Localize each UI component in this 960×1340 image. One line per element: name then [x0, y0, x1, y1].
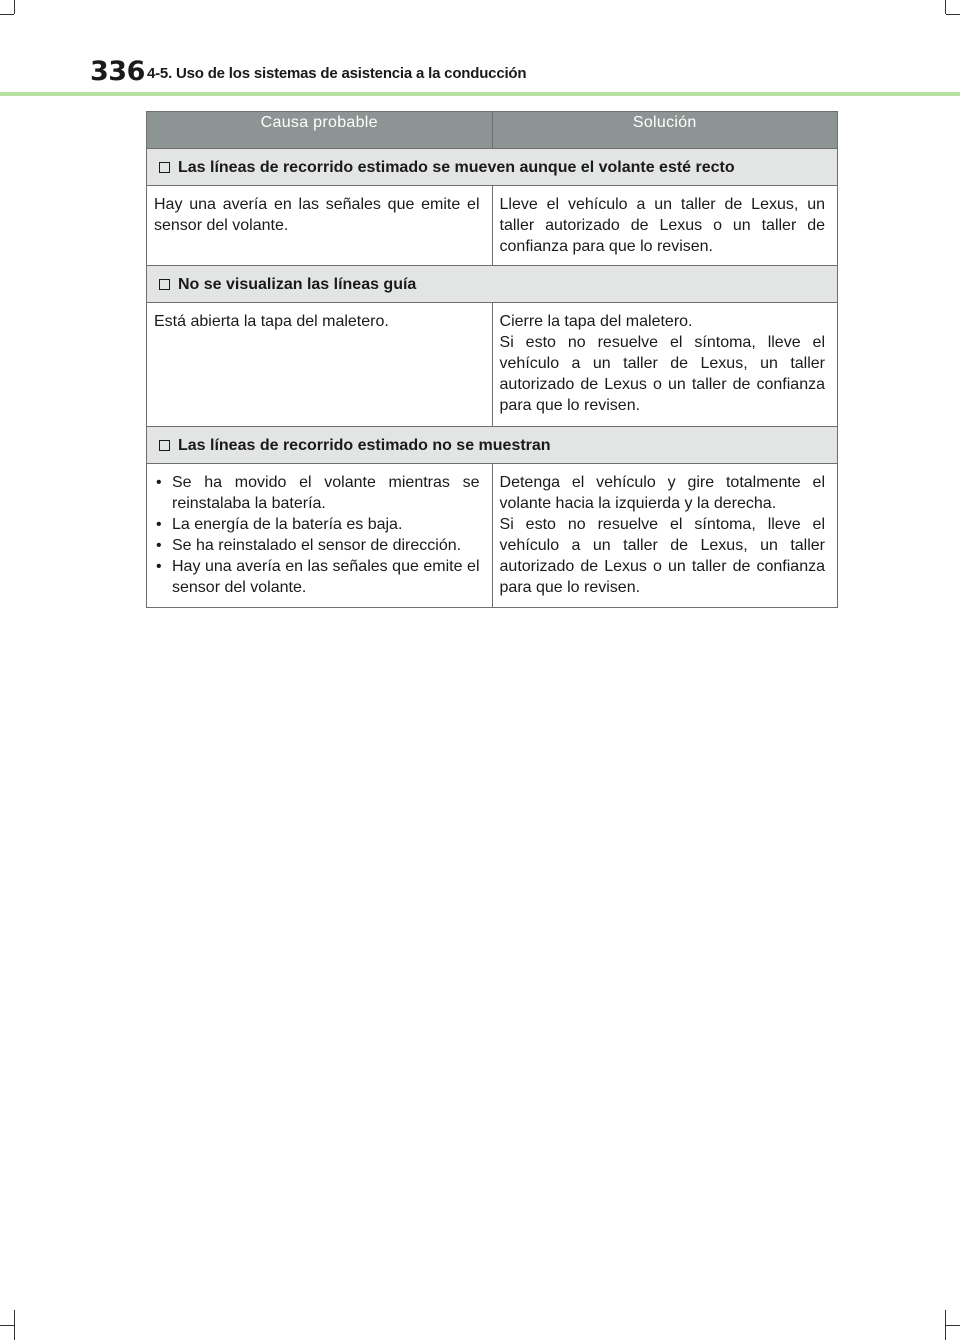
section-heading-row — [147, 149, 838, 186]
section-heading-text: Las líneas de recorrido estimado se mueven aunque el volante esté recto — [178, 158, 735, 176]
section-heading — [147, 427, 838, 464]
solution-text: Cierre la tapa del maletero. — [499, 313, 693, 330]
table-row — [147, 464, 838, 608]
table-header-row — [147, 112, 838, 149]
crop-mark — [0, 1325, 14, 1326]
troubleshooting-table — [146, 111, 838, 608]
section-heading-text: Las líneas de recorrido estimado no se muestran — [178, 436, 551, 454]
section-heading — [147, 266, 838, 303]
table-row — [147, 186, 838, 266]
table-row — [147, 303, 838, 427]
list-item: • Hay una avería en las señales que emite el sensor del volante. — [154, 556, 480, 598]
section-heading-row — [147, 427, 838, 464]
section-heading-row — [147, 266, 838, 303]
section-heading — [147, 149, 838, 186]
solution-text: Si esto no resuelve el síntoma, lleve el vehículo a un taller de Lexus, un taller autorizado de Lexus o un taller de confianza para que lo revisen. — [499, 334, 825, 414]
section-heading-text: No se visualizan las líneas guía — [178, 275, 417, 293]
list-item: • Se ha movido el volante mientras se reinstalaba la batería. — [154, 472, 480, 514]
checkbox-icon — [159, 162, 170, 173]
cause-cell: Está abierta la tapa del maletero. — [147, 303, 493, 427]
solution-cell — [492, 186, 837, 266]
crop-mark — [14, 1310, 15, 1340]
cause-cell — [147, 464, 493, 608]
solution-cell — [492, 303, 837, 427]
column-header-cause: Causa probable — [147, 112, 493, 149]
solution-text: Si esto no resuelve el síntoma, lleve el vehículo a un taller de Lexus, un taller autorizado de Lexus o un taller de confianza para que lo revisen. — [499, 516, 825, 596]
solution-cell — [492, 464, 837, 608]
page-header — [0, 0, 960, 100]
list-item: • La energía de la batería es baja. — [154, 514, 480, 535]
checkbox-icon — [159, 279, 170, 290]
list-item: • Se ha reinstalado el sensor de dirección. — [154, 535, 480, 556]
crop-mark — [946, 1325, 960, 1326]
solution-text: Detenga el vehículo y gire totalmente el volante hacia la izquierda y la derecha. — [499, 474, 825, 512]
header-rule — [0, 92, 960, 96]
cause-list — [154, 472, 480, 598]
solution-text: Lleve el vehículo a un taller de Lexus, un taller autorizado de Lexus o un taller de confianza para que lo revisen. — [499, 196, 825, 255]
cause-cell: Hay una avería en las señales que emite el sensor del volante. — [147, 186, 493, 266]
section-title: 4-5. Uso de los sistemas de asistencia a la conducción — [147, 65, 527, 82]
column-header-solution: Solución — [492, 112, 837, 149]
checkbox-icon — [159, 440, 170, 451]
page-number: 336 — [90, 56, 145, 87]
